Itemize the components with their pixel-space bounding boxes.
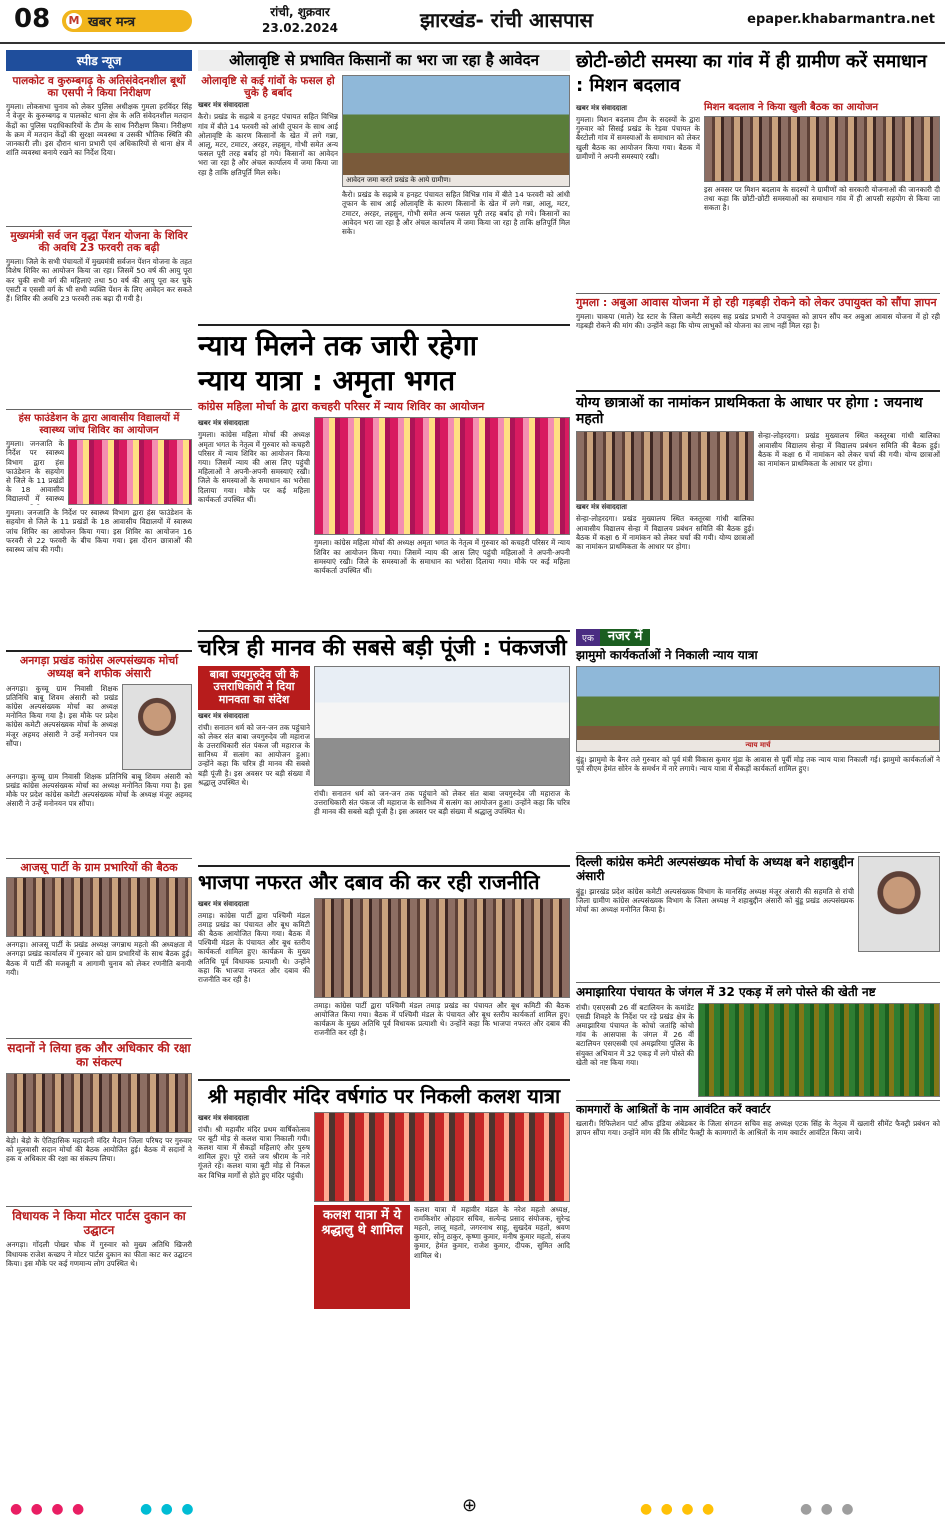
hailstorm-byline: खबर मंत्र संवाददाता — [198, 101, 249, 110]
character-body: रांची। सनातन धर्म को जन-जन तक पहुंचाने को लेकर संत बाबा जयगुरुदेव जी महाराज के उत्तराधिकारी संत पंकज जी महाराज के सानिध्य में सत्संग का आयोजन हुआ। उन्होंने कहा कि चरित्र ही मानव की सबसे बड़ी पूंजी है। इस अवसर पर बड़ी संख्या में श्रद्धालु उपस्थित थे। — [198, 722, 310, 787]
nyay-yatra-headline-2: न्याय यात्रा : अमृता भगत — [198, 363, 456, 397]
bjp-body-cont: तमाड़। कांग्रेस पार्टी द्वारा पश्चिमी मंडल तमाड़ प्रखंड का पंचायत और बूथ कमिटी की बैठक आयोजित किया गया। बैठक में पश्चिमी मंडल के पंचायत और बूथ स्तरीय कार्यकर्ता शामिल हुए। कार्यक्रम के मुख्य अतिथि पूर्व विधायक प्रत्याशी थे। उन्होंने कहा कि भाजपा नफरत और दबाव की राजनीति कर रही है। — [314, 1000, 570, 1038]
nyay-yatra-subheadline: कांग्रेस महिला मोर्चा के द्वारा कचहरी परिसर में न्याय शिविर का आयोजन — [198, 399, 485, 413]
speed-news-tag: स्पीड न्यूज — [6, 50, 192, 71]
story-sp-inspection-body: गुमला। लोकसभा चुनाव को लेकर पुलिस अधीक्षक गुमला हरविंदर सिंह ने वेजुर के कुरुम्बगढ़ व पालकोट थाना क्षेत्र के अति संवेदनशील मतदान केंद्रों का पुलिस पदाधिकारियों के टीम के साथ निरीक्षण किया। निरीक्षण के क्रम में मतदान केंद्रों की सुरक्षा व्यवस्था व उसकी भौतिक स्थिति की जानकारी ली। इस दौरान थाना प्रभारी एवं अधिकारियों से थाना क्षेत्र में शांति व्यवस्था बनाये रखने का निर्देश दिया। — [6, 102, 192, 158]
bjp-body: तमाड़। कांग्रेस पार्टी द्वारा पश्चिमी मंडल तमाड़ प्रखंड का पंचायत और बूथ कमिटी की बैठक आयोजित किया गया। बैठक में पश्चिमी मंडल के पंचायत और बूथ स्तरीय कार्यकर्ता शामिल हुए। कार्यक्रम के मुख्य अतिथि पूर्व विधायक प्रत्याशी थे। उन्होंने कहा कि भाजपा नफरत और दबाव की राजनीति कर रही है। — [198, 910, 310, 985]
registration-marks-left: ● ● ● ● — [10, 1501, 87, 1517]
speed-news-column — [6, 50, 192, 1306]
bjp-headline: भाजपा नफरत और दबाव की कर रही राजनीति — [198, 869, 540, 894]
hailstorm-photo — [342, 75, 570, 187]
kalash-yatra-photo — [314, 1112, 570, 1202]
ek-nazar-title: नजर में — [600, 629, 650, 646]
story-pension-headline: मुख्यमंत्री सर्व जन वृद्धा पेंशन योजना के शिविर की अवधि 23 फरवरी तक बढ़ी — [10, 230, 188, 255]
page-footer — [0, 1495, 945, 1517]
quarter-body: खलारी। रिफिलेशन पार्ट ऑफ इंडिया अंबेडकर के जिला संगठन सचिव सह अध्यक्ष एटक सिंह के नेतृत्व में खलारी सीमेंट फैक्ट्री प्रबंधन को ज्ञापन सौंपा गया। उन्होंने मांग की कि सीमेंट फैक्ट्री के कामगारों के आश्रितों के नाम क्वार्टर आवंटित किया जाये। — [576, 1119, 940, 1138]
right-column — [576, 50, 940, 1211]
story-shafiq-body: अनगड़ा। कुच्चू ग्राम निवासी शिक्षक प्रतिनिधि बाबू शिवम अंसारी को प्रखंड कांग्रेस अल्पसंख्यक मोर्चा का अध्यक्ष मनोनित किया गया है। इस मौके पर प्रदेश कांग्रेस कमेटी अल्पसंख्यक मोर्चा के अध्यक्ष मंजूर अहमद अंसारी ने उन्हें मनोनयन पत्र सौंपा। — [6, 683, 118, 748]
story-pension-body: गुमला। जिले के सभी पंचायतों में मुख्यमंत्री सर्वजन पेंशन योजना के तहत विशेष शिविर का आयोजन किया जा रहा। जिसमें 50 वर्ष की आयु पूरा कर चुकी सभी वर्ग की महिलाएं तथा 50 वर्ष की आयु पूरा कर चुके एसटी व एससी वर्ग के भी सभी व्यक्ति पेंशन के लिए आवेदन कर सकते हैं। शिविर की अवधि 23 फरवरी तक बढ़ा दी गयी है। — [6, 257, 192, 304]
kalash-body: रांची। श्री महावीर मंदिर प्रथम वार्षिकोत्सव पर बूटी मोड़ से कलश यात्रा निकाली गयी। कलश यात्रा में सैकड़ों महिलाएं और पुरुष शामिल हुए। पूरे रास्ते जय श्रीराम के नारे गूंजते रहे। कलश यात्रा बूटी मोड़ से निकल कर विभिन्न मार्गों से होते हुए मंदिर पहुंची। — [198, 1124, 310, 1180]
pankajji-photo — [314, 666, 570, 786]
poppy-forest-photo — [698, 1003, 940, 1097]
page-number: 08 — [14, 4, 51, 34]
kalash-names-list: कलश यात्रा में महावीर मंडल के नरेश महतो अध्यक्ष, रामकिशोर ओहदार सचिव, सत्येन्द्र प्रसाद संयोजक, सुरेन्द्र महतो, लालू महतो, जगरनाथ साहू, सुखदेव महतो, श्रवण कुमार, सोनू ठाकुर, कृष्णा कुमार, मनीष कुमार महतो, संजय कुमार, हेमंत कुमार, राजेश कुमार, दीपक, सुमित आदि शामिल थे। — [414, 1204, 570, 1260]
hailstorm-strip-headline: ओलावृष्टि से प्रभावित किसानों का भरा जा रहा है आवेदन — [198, 50, 570, 71]
jmm-headline: झामुमो कार्यकर्ताओं ने निकाली न्याय यात्रा — [576, 648, 758, 663]
health-camp-photo — [68, 439, 192, 505]
kalash-headline: श्री महावीर मंदिर वर्षगांठ पर निकली कलश यात्रा — [207, 1083, 561, 1108]
story-shafiq-body-cont: अनगड़ा। कुच्चू ग्राम निवासी शिक्षक प्रतिनिधि बाबू शिवम अंसारी को प्रखंड कांग्रेस अल्पसंख्यक मोर्चा का अध्यक्ष मनोनित किया गया है। इस मौके पर प्रदेश कांग्रेस कमेटी अल्पसंख्यक मोर्चा के अध्यक्ष मंजूर अहमद अंसारी ने उन्हें मनोनयन पत्र सौंपा। — [6, 771, 192, 809]
kalash-byline: खबर मंत्र संवाददाता — [198, 1113, 249, 1122]
registration-marks-left-2: ● ● ● — [140, 1501, 196, 1517]
registration-crosshair-icon: ⊕ — [462, 1495, 478, 1516]
nyay-yatra-body: गुमला। कांग्रेस महिला मोर्चा की अध्यक्ष अमृता भगत के नेतृत्व में गुरुवार को कचहरी परिसर में न्याय शिविर का आयोजन किया गया। जिसमें न्याय की आस लिए पहुंची महिलाओं ने अपनी-अपनी समस्याएं रखी। जिले के समस्याओं के समाधान का भरोसा दिलाया गया। मौके पर कई महिला कार्यकर्ता उपस्थित थीं। — [198, 430, 310, 504]
brand-badge — [62, 10, 192, 32]
yogya-headline: योग्य छात्राओं का नामांकन प्राथमिकता के आधार पर होगा : जयनाथ महतो — [576, 395, 923, 428]
yogya-body-cont: सेन्हा-लोहरदगा। प्रखंड मुख्यालय स्थित कस्तूरबा गांधी बालिका आवासीय विद्यालय सेन्हा में विद्यालय प्रबंधन समिति की बैठक हुई। बैठक में कक्षा 6 में नामांकन को लेकर चर्चा की गयी। योग्य छात्राओं का नामांकन प्राथमिकता के आधार पर होगा। — [758, 431, 940, 468]
story-sadan-headline: सदानों ने लिया हक और अधिकार की रक्षा का संकल्प — [7, 1041, 191, 1069]
hailstorm-body-cont: कैरो। प्रखंड के सढ़ाबे व हनहट पंचायत सहित विभिन्न गांव में बीते 14 फरवरी को आंधी तूफान के साथ आई ओलावृष्टि के कारण किसानों के खेत में लगे गन्ना, आलू, मटर, टमाटर, अरहर, लहसुन, गोभी समेत अन्य फसल पूरी तरह बर्बाद हो गये। किसानों का आवेदन भरा जा रहा है और अंचल कार्यालय में जमा किया जा रहा है ताकि क्षतिपूर्ति मिल सके। — [342, 190, 570, 237]
character-byline: खबर मंत्र संवाददाता — [198, 711, 249, 720]
dateline — [250, 4, 350, 36]
mission-badlav-headline: छोटी-छोटी समस्या का गांव में ही ग्रामीण करें समाधान : मिशन बदलाव — [576, 51, 927, 96]
hailstorm-photo2-caption: आवेदन जमा करते प्रखंड के आये ग्रामीण। — [343, 175, 569, 186]
registration-marks-right: ● ● ● ● — [640, 1501, 717, 1517]
nyay-yatra-body-cont: गुमला। कांग्रेस महिला मोर्चा की अध्यक्ष अमृता भगत के नेतृत्व में गुरुवार को कचहरी परिसर में न्याय शिविर का आयोजन किया गया। जिसमें न्याय की आस लिए पहुंची महिलाओं ने अपनी-अपनी समस्याएं रखी। जिले के समस्याओं के समाधान का भरोसा दिलाया गया। मौके पर कई महिला कार्यकर्ता उपस्थित थीं। — [314, 538, 570, 575]
bjp-meeting-photo — [314, 898, 570, 998]
mission-badlav-body: गुमला। मिशन बदलाव टीम के सदस्यों के द्वारा गुरुवार को सिसई प्रखंड के रेड़वा पंचायत के बैरटोली गांव में समस्याओं के समाधान को लेकर खुली बैठक का आयोजन किया गया। बैठक में ग्रामीणों ने अपनी समस्याएं रखी। — [576, 115, 700, 161]
character-body-cont: रांची। सनातन धर्म को जन-जन तक पहुंचाने को लेकर संत बाबा जयगुरुदेव जी महाराज के उत्तराधिकारी संत पंकज जी महाराज के सानिध्य में सत्संग का आयोजन हुआ। उन्होंने कहा कि चरित्र ही मानव की सबसे बड़ी पूंजी है। इस अवसर पर बड़ी संख्या में श्रद्धालु उपस्थित थे। — [314, 788, 570, 817]
middle-column — [198, 50, 570, 1321]
brand-logo-icon: M — [66, 13, 82, 29]
registration-marks-right-2: ● ● ● — [800, 1501, 856, 1517]
mission-badlav-byline: खबर मंत्र संवाददाता — [576, 104, 627, 112]
story-mla-shop-body: अनगड़ा। गोंदली पोखर चौक में गुरुवार को मुख्य अतिथि खिजरी विधायक राजेश कच्छप ने मोटर पार्टस दुकान का फीता काट कर उद्घाटन किया। इस मौके पर कई गणमान्य लोग उपस्थित थे। — [6, 1240, 192, 1268]
mission-badlav-body-cont: इस अवसर पर मिशन बदलाव के सदस्यों ने ग्रामीणों को सरकारी योजनाओं की जानकारी दी तथा कहा कि छोटी-छोटी समस्याओं का समाधान गांव में ही आपसी सहयोग से किया जा सकता है। — [704, 184, 940, 212]
awas-headline: गुमला : अबुआ आवास योजना में हो रही गड़बड़ी रोकने को लेकर उपायुक्त को सौंपा ज्ञापन — [576, 295, 937, 309]
bjp-byline: खबर मंत्र संवाददाता — [198, 899, 249, 908]
story-health-camp-body: गुमला। जनजाति के निर्देश पर स्वास्थ्य विभाग द्वारा हंस फाउंडेशन के सहयोग से जिले के 11 प्रखंडों के 18 आवासीय विद्यालयों में स्वास्थ्य — [6, 439, 64, 504]
mission-badlav-photo — [704, 116, 940, 182]
delhi-congress-body: बुंडू। झारखंड प्रदेश कांग्रेस कमेटी अल्पसंख्यक विभाग के मानसिंह अध्यक्ष मंजूर अंसारी की सहमति से रांची जिला ग्रामीण कांग्रेस अल्पसंख्यक विभाग के जिला अध्यक्ष ने शहाबुद्दीन अंसारी को बुंडू प्रखंड अल्पसंख्यक मोर्चा का अध्यक्ष मनोनित किया है। — [576, 886, 854, 915]
poppy-forest-body: रांची। एसएसबी 26 वीं बटालियन के कमांडेंट एसडी शिवहरे के निर्देश पर रड़े प्रखंड क्षेत्र के अमाझारिया पंचायत के कोचो जतांहि कोचो गांव के आसपास के जंगल में 26 वीं बटालियन एसएसबी एवं अमझरिया पुलिस के संयुक्त अभियान में 32 एकड़ में लगे पोस्ते की खेती को नष्ट किया गया। — [576, 1002, 694, 1067]
kalash-photo-caption: कलश यात्रा में ये श्रद्धालु थे शामिल — [314, 1205, 410, 1309]
hailstorm-photo-caption: ओलावृष्टि से कई गांवों के फसल हो चुके है बर्बाद — [201, 75, 335, 100]
yogya-body: सेन्हा-लोहरदगा। प्रखंड मुख्यालय स्थित कस्तूरबा गांधी बालिका आवासीय विद्यालय सेन्हा में विद्यालय प्रबंधन समिति की बैठक हुई। बैठक में कक्षा 6 में नामांकन को लेकर चर्चा की गयी। योग्य छात्राओं का नामांकन प्राथमिकता के आधार पर होगा। — [576, 514, 754, 551]
nyay-yatra-photo — [314, 417, 570, 535]
quarter-headline: कामगारों के आश्रितों के नाम आवंटित करें क्वार्टर — [576, 1102, 771, 1116]
story-ajsu-headline: आजसू पार्टी के ग्राम प्रभारियों की बैठक — [20, 860, 178, 874]
mission-badlav-photo-caption: मिशन बदलाव ने किया खुली बैठक का आयोजन — [704, 102, 879, 113]
shafiq-portrait-photo — [122, 684, 192, 770]
hailstorm-body: कैरो। प्रखंड के सढ़ाबे व हनहट पंचायत सहित विभिन्न गांव में बीते 14 फरवरी को आंधी तूफान के साथ आई ओलावृष्टि के कारण किसानों के खेत में लगे गन्ना, आलू, मटर, टमाटर, अरहर, लहसुन, गोभी समेत अन्य फसल पूरी तरह बर्बाद हो गये। किसानों का आवेदन भरा जा रहा है और अंचल कार्यालय में जमा किया जा रहा है ताकि क्षतिपूर्ति मिल सके। — [198, 112, 338, 177]
awas-body: गुमला। चाकपा (माले) रेड स्टार के जिला कमेटी सदस्य सह प्रखंड प्रभारी ने उपायुक्त को ज्ञापन सौंप कर अबुआ आवास योजना में हो रही गड़बड़ी रोकने की मांग की। उन्होंने कहा कि योग्य लाभुकों को योजना का लाभ नहीं मिल रहा है। — [576, 312, 940, 331]
issue-date: 23.02.2024 — [262, 21, 338, 35]
delhi-congress-headline: दिल्ली कांग्रेस कमेटी अल्पसंख्यक मोर्चा के अध्यक्ष बने शहाबुद्दीन अंसारी — [576, 855, 854, 883]
ek-nazar-banner — [576, 629, 940, 646]
story-shafiq-headline: अनगड़ा प्रखंड कांग्रेस अल्पसंख्यक मोर्चा अध्यक्ष बने शफीक अंसारी — [19, 654, 179, 680]
story-health-camp-body-cont: गुमला। जनजाति के निर्देश पर स्वास्थ्य विभाग द्वारा हंस फाउंडेशन के सहयोग से जिले के 11 प्रखंडों के 18 आवासीय विद्यालयों में स्वास्थ्य जांच शिविर का आयोजन किया गया। इस शिविर का आयोजन 16 फरवरी से 22 फरवरी के बीच किया गया। इस दौरान छात्राओं की स्वास्थ्य जांच की गयी। — [6, 508, 192, 555]
story-health-camp-headline: हंस फाउंडेशन के द्वारा आवासीय विद्यालयों में स्वास्थ्य जांच शिविर का आयोजन — [18, 413, 180, 436]
ajsu-meeting-photo — [6, 877, 192, 937]
brand-name: खबर मन्त्र — [88, 15, 136, 30]
poppy-forest-headline: अमाझारिया पंचायत के जंगल में 32 एकड़ में लगे पोस्ते की खेती नष्ट — [576, 984, 876, 999]
baba-box-headline: बाबा जयगुरुदेव जी के उत्तराधिकारी ने दिया मानवता का संदेश — [198, 666, 310, 710]
nyay-yatra-byline: खबर मंत्र संवाददाता — [198, 419, 249, 428]
shahabuddin-portrait-photo — [858, 856, 940, 952]
nyay-yatra-headline-1: न्याय मिलने तक जारी रहेगा — [198, 329, 478, 363]
jmm-body: बुंडू। झामुमो के बैनर तले गुरुवार को पूर्व मंत्री विकास कुमार मुंडा के आवास से पूर्वी मोड़ तक न्याय यात्रा निकाली गई। झामुमो कार्यकर्ताओं ने पूर्व सीएम हेमंत सोरेन के समर्थन में नारे लगाये। न्याय यात्रा में सैकड़ों कार्यकर्ता शामिल हुए। — [576, 755, 940, 774]
story-sp-inspection-headline: पालकोट व कुरुम्बगढ़ के अतिसंवेदनशील बूथों का एसपी ने किया निरीक्षण — [12, 75, 186, 100]
jmm-photo-caption: न्याय मार्च — [577, 740, 939, 751]
character-headline: चरित्र ही मानव की सबसे बड़ी पूंजी : पंकजजी — [198, 636, 567, 662]
epaper-url[interactable]: epaper.khabarmantra.net — [747, 12, 935, 27]
section-title: झारखंड- रांची आसपास — [420, 8, 594, 32]
ek-nazar-label: एक — [576, 629, 600, 646]
jmm-nyay-march-photo — [576, 666, 940, 752]
yogya-byline: खबर मंत्र संवाददाता — [576, 503, 627, 512]
city-day: रांची, शुक्रवार — [270, 5, 330, 19]
story-ajsu-body: अनगड़ा। आजसू पार्टी के प्रखंड अध्यक्ष जगन्नाथ महतो की अध्यक्षता में अनगड़ा प्रखंड कार्यालय में गुरुवार को ग्राम प्रभारियों के साथ बैठक हुई। बैठक में पार्टी की मजबूती व आगामी चुनाव को लेकर रणनीति बनायी गयी। — [6, 940, 192, 977]
story-mla-shop-headline: विधायक ने किया मोटर पार्टस दुकान का उद्घाटन — [12, 1208, 186, 1237]
sadan-meeting-photo — [6, 1073, 192, 1133]
masthead — [0, 0, 945, 44]
yogya-meeting-photo — [576, 431, 754, 501]
story-sadan-body: बेड़ो। बेड़ो के ऐतिहासिक महादानी मंदिर मैदान जिला परिषद पर गुरुवार को मूलवासी सदान मोर्चा की बैठक आयोजित हुई। बैठक में सदानों ने हक व अधिकार की रक्षा का संकल्प लिया। — [6, 1135, 192, 1164]
